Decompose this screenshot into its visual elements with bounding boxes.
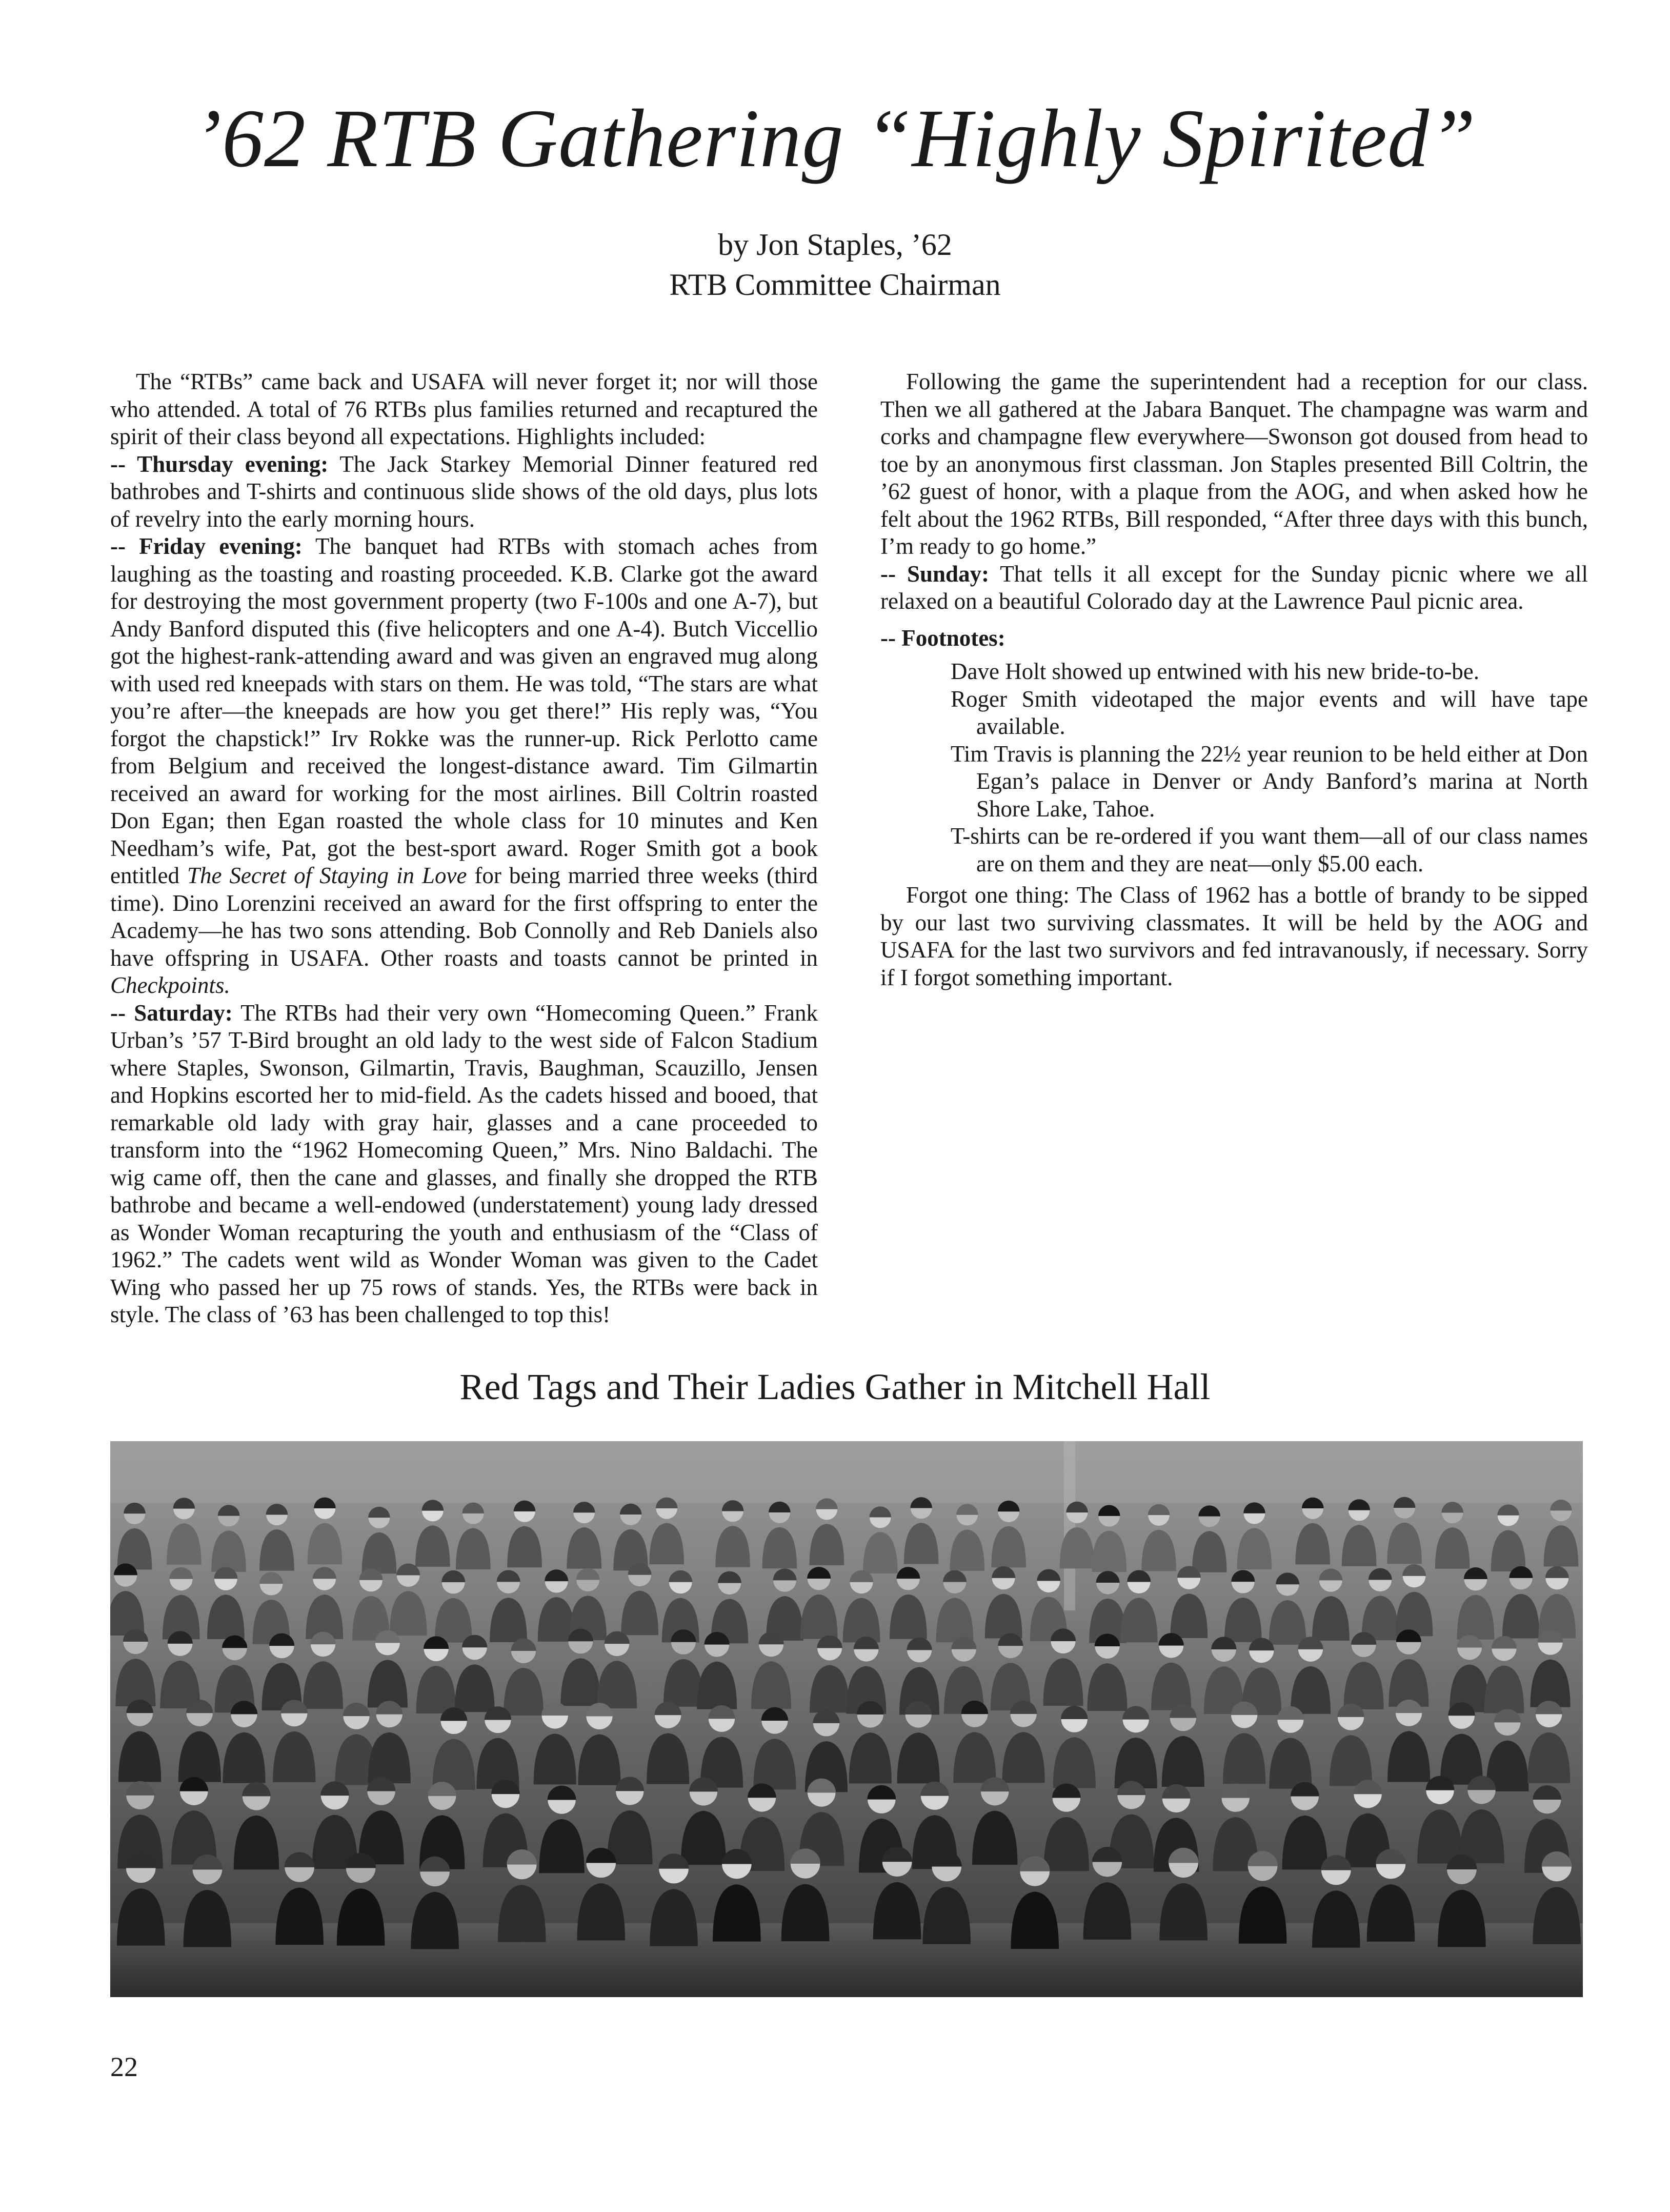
byline	[0, 225, 1670, 305]
footnotes-label: -- Footnotes:	[880, 625, 1005, 651]
friday-text-a: The banquet had RTBs with stomach aches from laughing as the toasting and roasting proceeded. K.B. Clarke got the award for destroying the most government property (two F-100s and one A-7), but Andy Banford disputed this (five helicopters and one A-4). Butch Viccellio got the highest-rank-attending award and was given an engraved mug along with used red kneepads with stars on them. He was told, “The stars are what you’re after—the kneepads are how you get there!” His reply was, “You forgot the chapstick!” Irv Rokke was the runner-up. Rick Perlotto came from Belgium and received the longest-distance award. Tim Gilmartin received an award for working for the most airlines. Bill Coltrin roasted Don Egan; then Egan roasted the whole class for 10 minutes and Ken Needham’s wife, Pat, got the best-sport award. Roger Smith got a book entitled	[110, 533, 818, 888]
article-column-left	[110, 368, 818, 1329]
saturday-text: The RTBs had their very own “Homecoming Queen.” Frank Urban’s ’57 T-Bird brought an old lady to the west side of Falcon Stadium where Staples, Swonson, Gilmartin, Travis, Baughman, Scauzillo, Jensen and Hopkins escorted her to mid-field. As the cadets hissed and booed, that remarkable old lady with gray hair, glasses and a cane proceeded to transform into the “1962 Homecoming Queen,” Mrs. Nino Baldachi. The wig came off, then the cane and glasses, and finally she dropped the RTB bathrobe and became a well-endowed (understatement) young lady dressed as Wonder Woman recapturing the youth and enthusiasm of the “Class of 1962.” The cadets went wild as Wonder Woman was given to the Cadet Wing who passed her up 75 rows of stands. Yes, the RTBs were back in style. The class of ’63 has been challenged to top this!	[110, 1000, 818, 1327]
sunday-paragraph	[880, 561, 1588, 615]
saturday-paragraph	[110, 1000, 818, 1329]
group-photo-illustration	[110, 1441, 1583, 1997]
article-title: ’62 RTB Gathering “Highly Spirited”	[194, 93, 1476, 185]
thursday-paragraph	[110, 451, 818, 533]
footnote-item: T-shirts can be re-ordered if you want them—all of our class names are on them and they are neat—only $5.00 each.	[951, 823, 1588, 876]
thursday-label: -- Thursday evening:	[110, 451, 329, 477]
book-title: The Secret of Staying in Love	[187, 863, 467, 888]
article-column-right	[880, 368, 1588, 991]
friday-paragraph	[110, 533, 818, 1000]
friday-label: -- Friday evening:	[110, 533, 303, 559]
saturday-label: -- Saturday:	[110, 1000, 233, 1026]
sunday-text: That tells it all except for the Sunday picnic where we all relaxed on a beautiful Colorado day at the Lawrence Paul picnic area.	[880, 561, 1588, 614]
magazine-name: Checkpoints.	[110, 972, 230, 998]
closing-paragraph: Forgot one thing: The Class of 1962 has a bottle of brandy to be sipped by our last two surviving classmates. It will be held by the AOG and USAFA for the last two survivors and fed intravanously, if necessary. Sorry if I forgot something important.	[880, 882, 1588, 990]
page-number: 22	[110, 2051, 138, 2082]
thursday-text: The Jack Starkey Memorial Dinner featured red bathrobes and T-shirts and continuous slide shows of the old days, plus lots of revelry into the early morning hours.	[110, 451, 818, 532]
friday-text-b: for being married three weeks (third time). Dino Lorenzini received an award for the first offspring to enter the Academy—he has two sons attending. Bob Connolly and Reb Daniels also have offspring in USAFA. Other roasts and toasts cannot be printed in	[110, 863, 818, 971]
footnote-item: Dave Holt showed up entwined with his new bride-to-be.	[951, 659, 1480, 684]
reception-paragraph: Following the game the superintendent had a reception for our class. Then we all gathered at the Jabara Banquet. The champagne was warm and corks and champagne flew everywhere—Swonson got doused from head to toe by an anonymous first classman. Jon Staples presented Bill Coltrin, the ’62 guest of honor, with a plaque from the AOG, and when asked how he felt about the 1962 RTBs, Bill responded, “After three days with this bunch, I’m ready to go home.”	[880, 369, 1588, 559]
photo-heading: Red Tags and Their Ladies Gather in Mitchell Hall	[459, 1366, 1211, 1407]
intro-paragraph: The “RTBs” came back and USAFA will never forget it; nor will those who attended. A total of 76 RTBs plus families returned and recaptured the spirit of their class beyond all expectations. Highlights included:	[110, 369, 818, 449]
group-photo	[110, 1441, 1583, 1997]
sunday-label: -- Sunday:	[880, 561, 990, 587]
byline-author: by Jon Staples, ’62	[718, 228, 952, 262]
byline-role: RTB Committee Chairman	[669, 268, 1001, 302]
footnote-item: Roger Smith videotaped the major events and will have tape available.	[951, 686, 1588, 739]
footnotes-list	[880, 658, 1588, 878]
footnote-item: Tim Travis is planning the 22½ year reunion to be held either at Don Egan’s palace in Denver or Andy Banford’s marina at North Shore Lake, Tahoe.	[951, 741, 1588, 822]
